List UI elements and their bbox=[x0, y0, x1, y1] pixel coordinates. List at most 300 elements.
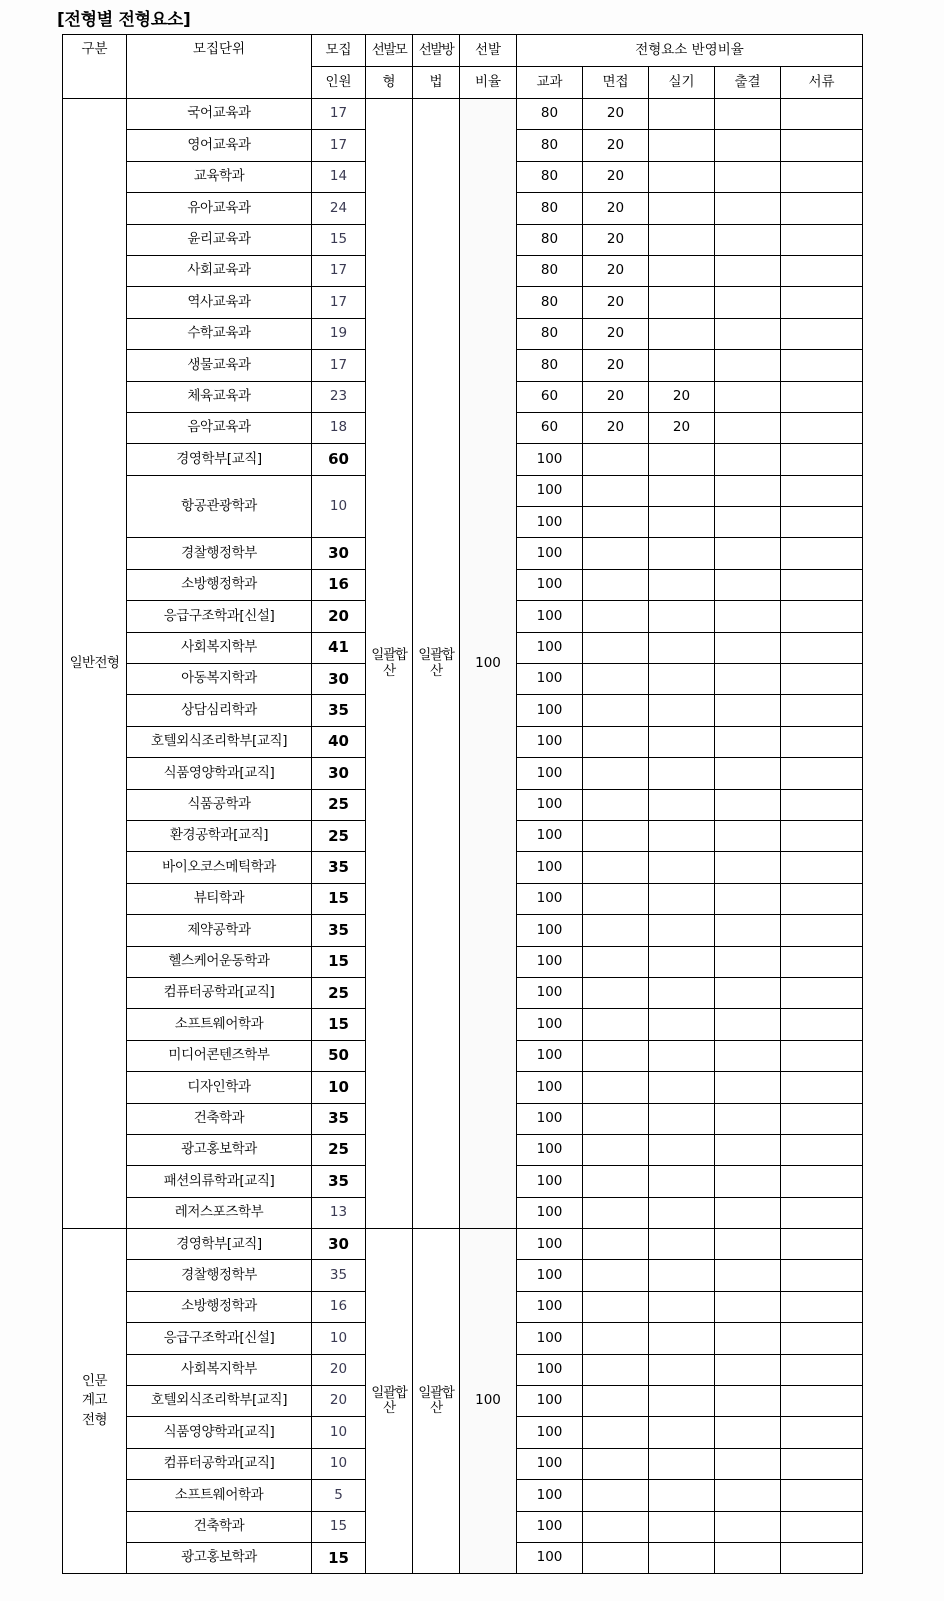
cell-element-3 bbox=[649, 852, 715, 883]
cell-element-5 bbox=[781, 758, 863, 789]
cell-selection-model: 일괄합산 bbox=[366, 99, 413, 1229]
cell-element-3 bbox=[649, 820, 715, 851]
cell-element-5 bbox=[781, 193, 863, 224]
cell-element-2 bbox=[583, 1386, 649, 1417]
cell-capacity: 60 bbox=[312, 444, 366, 475]
cell-unit: 호텔외식조리학부[교직] bbox=[127, 1386, 312, 1417]
cell-element-5 bbox=[781, 915, 863, 946]
cell-element-3 bbox=[649, 475, 715, 506]
cell-element-4 bbox=[715, 1323, 781, 1354]
cell-element-4 bbox=[715, 1386, 781, 1417]
cell-element-3 bbox=[649, 1072, 715, 1103]
cell-element-5 bbox=[781, 852, 863, 883]
cell-element-1: 100 bbox=[517, 1072, 583, 1103]
cell-element-4 bbox=[715, 538, 781, 569]
cell-unit: 소프트웨어학과 bbox=[127, 1480, 312, 1511]
cell-element-1: 100 bbox=[517, 1417, 583, 1448]
cell-element-2 bbox=[583, 1103, 649, 1134]
cell-element-3 bbox=[649, 1542, 715, 1573]
cell-element-5 bbox=[781, 224, 863, 255]
cell-element-1: 100 bbox=[517, 883, 583, 914]
header-elements-group: 전형요소 반영비율 bbox=[517, 35, 863, 67]
cell-capacity: 25 bbox=[312, 789, 366, 820]
cell-capacity: 19 bbox=[312, 318, 366, 349]
cell-element-5 bbox=[781, 1229, 863, 1260]
cell-selection-method: 일괄합산 bbox=[413, 99, 460, 1229]
cell-element-3: 20 bbox=[649, 412, 715, 443]
cell-element-2 bbox=[583, 1480, 649, 1511]
cell-element-2: 20 bbox=[583, 224, 649, 255]
cell-element-5 bbox=[781, 695, 863, 726]
cell-element-3 bbox=[649, 1229, 715, 1260]
cell-element-4 bbox=[715, 1542, 781, 1573]
cell-element-4 bbox=[715, 977, 781, 1008]
cell-element-4 bbox=[715, 852, 781, 883]
cell-element-1: 100 bbox=[517, 1009, 583, 1040]
cell-capacity: 30 bbox=[312, 758, 366, 789]
cell-element-2 bbox=[583, 1134, 649, 1165]
cell-element-5 bbox=[781, 1323, 863, 1354]
cell-element-2 bbox=[583, 977, 649, 1008]
cell-element-2 bbox=[583, 915, 649, 946]
cell-element-1: 80 bbox=[517, 161, 583, 192]
cell-capacity: 30 bbox=[312, 664, 366, 695]
cell-element-5 bbox=[781, 1354, 863, 1385]
cell-capacity: 25 bbox=[312, 1134, 366, 1165]
cell-capacity: 17 bbox=[312, 255, 366, 286]
cell-capacity: 10 bbox=[312, 1417, 366, 1448]
cell-capacity: 17 bbox=[312, 99, 366, 130]
cell-element-4 bbox=[715, 1197, 781, 1228]
cell-capacity: 15 bbox=[312, 1511, 366, 1542]
cell-element-4 bbox=[715, 224, 781, 255]
cell-unit: 호텔외식조리학부[교직] bbox=[127, 726, 312, 757]
cell-gubun-group-1: 일반전형 bbox=[63, 99, 127, 1229]
cell-element-2 bbox=[583, 1417, 649, 1448]
cell-element-3 bbox=[649, 350, 715, 381]
cell-element-2 bbox=[583, 789, 649, 820]
cell-unit: 아동복지학과 bbox=[127, 664, 312, 695]
cell-unit: 경찰행정학부 bbox=[127, 1260, 312, 1291]
cell-element-4 bbox=[715, 475, 781, 506]
cell-element-4 bbox=[715, 1009, 781, 1040]
cell-unit: 건축학과 bbox=[127, 1103, 312, 1134]
cell-element-1: 80 bbox=[517, 193, 583, 224]
cell-element-4 bbox=[715, 632, 781, 663]
cell-element-1: 100 bbox=[517, 475, 583, 506]
cell-element-5 bbox=[781, 130, 863, 161]
cell-capacity: 35 bbox=[312, 1166, 366, 1197]
cell-element-2: 20 bbox=[583, 255, 649, 286]
cell-element-2 bbox=[583, 1354, 649, 1385]
cell-unit: 응급구조학과[신설] bbox=[127, 601, 312, 632]
cell-element-2 bbox=[583, 1260, 649, 1291]
cell-element-1: 100 bbox=[517, 1386, 583, 1417]
cell-element-2 bbox=[583, 632, 649, 663]
cell-element-1: 100 bbox=[517, 1229, 583, 1260]
cell-element-1: 100 bbox=[517, 1260, 583, 1291]
cell-element-3 bbox=[649, 664, 715, 695]
cell-element-2 bbox=[583, 1448, 649, 1479]
cell-unit: 윤리교육과 bbox=[127, 224, 312, 255]
cell-element-2: 20 bbox=[583, 193, 649, 224]
cell-element-3 bbox=[649, 1417, 715, 1448]
cell-unit: 역사교육과 bbox=[127, 287, 312, 318]
cell-unit: 광고홍보학과 bbox=[127, 1134, 312, 1165]
cell-element-3 bbox=[649, 1260, 715, 1291]
header-element-chulgyeol: 출결 bbox=[715, 67, 781, 99]
cell-element-2 bbox=[583, 1511, 649, 1542]
cell-element-3 bbox=[649, 915, 715, 946]
cell-unit: 체육교육과 bbox=[127, 381, 312, 412]
cell-element-1: 60 bbox=[517, 412, 583, 443]
cell-element-4 bbox=[715, 255, 781, 286]
cell-capacity: 20 bbox=[312, 601, 366, 632]
cell-element-2: 20 bbox=[583, 350, 649, 381]
cell-capacity: 40 bbox=[312, 726, 366, 757]
cell-element-5 bbox=[781, 946, 863, 977]
cell-element-1: 100 bbox=[517, 695, 583, 726]
cell-unit: 광고홍보학과 bbox=[127, 1542, 312, 1573]
cell-element-4 bbox=[715, 507, 781, 538]
cell-unit: 사회복지학부 bbox=[127, 1354, 312, 1385]
cell-unit: 헬스케어운동학과 bbox=[127, 946, 312, 977]
cell-capacity: 25 bbox=[312, 820, 366, 851]
cell-unit: 항공관광학과 bbox=[127, 475, 312, 538]
cell-unit: 레저스포즈학부 bbox=[127, 1197, 312, 1228]
cell-element-1: 80 bbox=[517, 318, 583, 349]
cell-element-5 bbox=[781, 820, 863, 851]
cell-element-5 bbox=[781, 1448, 863, 1479]
cell-element-4 bbox=[715, 287, 781, 318]
cell-capacity: 24 bbox=[312, 193, 366, 224]
cell-element-2: 20 bbox=[583, 381, 649, 412]
cell-unit: 건축학과 bbox=[127, 1511, 312, 1542]
cell-element-4 bbox=[715, 915, 781, 946]
cell-element-4 bbox=[715, 1134, 781, 1165]
cell-element-1: 100 bbox=[517, 1323, 583, 1354]
header-model-bottom: 형 bbox=[366, 67, 413, 99]
cell-selection-model: 일괄합산 bbox=[366, 1229, 413, 1574]
cell-element-2 bbox=[583, 664, 649, 695]
cell-element-3 bbox=[649, 758, 715, 789]
cell-element-1: 80 bbox=[517, 255, 583, 286]
cell-element-4 bbox=[715, 130, 781, 161]
cell-capacity: 15 bbox=[312, 224, 366, 255]
cell-element-3 bbox=[649, 977, 715, 1008]
cell-element-1: 100 bbox=[517, 632, 583, 663]
cell-element-5 bbox=[781, 161, 863, 192]
cell-element-3 bbox=[649, 287, 715, 318]
cell-capacity: 50 bbox=[312, 1040, 366, 1071]
header-ratio-bottom: 비율 bbox=[460, 67, 517, 99]
cell-capacity: 30 bbox=[312, 1229, 366, 1260]
cell-capacity: 13 bbox=[312, 1197, 366, 1228]
header-method-bottom: 법 bbox=[413, 67, 460, 99]
cell-element-3: 20 bbox=[649, 381, 715, 412]
cell-element-1: 80 bbox=[517, 99, 583, 130]
cell-element-1: 100 bbox=[517, 1040, 583, 1071]
header-gubun: 구분 bbox=[63, 35, 127, 99]
cell-element-3 bbox=[649, 1134, 715, 1165]
cell-element-4 bbox=[715, 99, 781, 130]
cell-element-1: 100 bbox=[517, 1166, 583, 1197]
cell-element-4 bbox=[715, 444, 781, 475]
cell-unit: 소방행정학과 bbox=[127, 569, 312, 600]
cell-unit: 식품영양학과[교직] bbox=[127, 758, 312, 789]
cell-element-2 bbox=[583, 507, 649, 538]
cell-element-3 bbox=[649, 1354, 715, 1385]
cell-capacity: 10 bbox=[312, 1072, 366, 1103]
cell-element-2 bbox=[583, 475, 649, 506]
cell-element-5 bbox=[781, 1511, 863, 1542]
cell-capacity: 16 bbox=[312, 569, 366, 600]
cell-element-4 bbox=[715, 193, 781, 224]
cell-element-3 bbox=[649, 1323, 715, 1354]
cell-unit: 생물교육과 bbox=[127, 350, 312, 381]
cell-element-1: 100 bbox=[517, 789, 583, 820]
cell-element-5 bbox=[781, 1166, 863, 1197]
header-element-silgi: 실기 bbox=[649, 67, 715, 99]
cell-element-1: 100 bbox=[517, 915, 583, 946]
header-element-gyogwa: 교과 bbox=[517, 67, 583, 99]
cell-element-2 bbox=[583, 1072, 649, 1103]
cell-unit: 상담심리학과 bbox=[127, 695, 312, 726]
cell-element-5 bbox=[781, 538, 863, 569]
cell-capacity: 17 bbox=[312, 350, 366, 381]
cell-capacity: 15 bbox=[312, 1542, 366, 1573]
cell-element-1: 100 bbox=[517, 601, 583, 632]
cell-element-1: 100 bbox=[517, 1448, 583, 1479]
cell-element-3 bbox=[649, 224, 715, 255]
cell-element-5 bbox=[781, 632, 863, 663]
cell-unit: 경영학부[교직] bbox=[127, 444, 312, 475]
header-unit: 모집단위 bbox=[127, 35, 312, 99]
cell-element-5 bbox=[781, 507, 863, 538]
cell-element-1: 100 bbox=[517, 444, 583, 475]
cell-element-4 bbox=[715, 318, 781, 349]
table-body bbox=[63, 99, 863, 1574]
cell-unit: 컴퓨터공학과[교직] bbox=[127, 1448, 312, 1479]
cell-element-5 bbox=[781, 350, 863, 381]
cell-element-5 bbox=[781, 1040, 863, 1071]
cell-element-4 bbox=[715, 350, 781, 381]
cell-element-1: 100 bbox=[517, 820, 583, 851]
cell-element-4 bbox=[715, 1260, 781, 1291]
cell-capacity: 35 bbox=[312, 1103, 366, 1134]
cell-element-2 bbox=[583, 695, 649, 726]
cell-element-3 bbox=[649, 318, 715, 349]
cell-capacity: 25 bbox=[312, 977, 366, 1008]
cell-element-1: 100 bbox=[517, 1354, 583, 1385]
cell-element-4 bbox=[715, 695, 781, 726]
cell-unit: 소방행정학과 bbox=[127, 1291, 312, 1322]
cell-element-5 bbox=[781, 664, 863, 695]
cell-element-3 bbox=[649, 1480, 715, 1511]
cell-element-5 bbox=[781, 255, 863, 286]
cell-unit: 환경공학과[교직] bbox=[127, 820, 312, 851]
cell-element-1: 60 bbox=[517, 381, 583, 412]
cell-element-5 bbox=[781, 789, 863, 820]
cell-element-2 bbox=[583, 538, 649, 569]
cell-element-4 bbox=[715, 726, 781, 757]
cell-unit: 경영학부[교직] bbox=[127, 1229, 312, 1260]
cell-element-2: 20 bbox=[583, 161, 649, 192]
cell-element-2 bbox=[583, 1291, 649, 1322]
cell-element-4 bbox=[715, 412, 781, 443]
cell-unit: 식품영양학과[교직] bbox=[127, 1417, 312, 1448]
cell-capacity: 10 bbox=[312, 1323, 366, 1354]
cell-element-2: 20 bbox=[583, 99, 649, 130]
cell-unit: 국어교육과 bbox=[127, 99, 312, 130]
cell-element-4 bbox=[715, 789, 781, 820]
cell-element-5 bbox=[781, 381, 863, 412]
cell-element-1: 100 bbox=[517, 1291, 583, 1322]
cell-unit: 바이오코스메틱학과 bbox=[127, 852, 312, 883]
cell-element-2 bbox=[583, 1229, 649, 1260]
cell-unit: 교육학과 bbox=[127, 161, 312, 192]
cell-element-2 bbox=[583, 883, 649, 914]
cell-element-2 bbox=[583, 601, 649, 632]
cell-element-5 bbox=[781, 1386, 863, 1417]
cell-element-3 bbox=[649, 1511, 715, 1542]
cell-capacity: 15 bbox=[312, 1009, 366, 1040]
cell-unit: 수학교육과 bbox=[127, 318, 312, 349]
cell-element-2 bbox=[583, 758, 649, 789]
cell-element-1: 100 bbox=[517, 977, 583, 1008]
cell-element-5 bbox=[781, 412, 863, 443]
cell-element-5 bbox=[781, 444, 863, 475]
header-capacity-bottom: 인원 bbox=[312, 67, 366, 99]
cell-unit: 사회복지학부 bbox=[127, 632, 312, 663]
cell-capacity: 17 bbox=[312, 287, 366, 318]
cell-element-4 bbox=[715, 1511, 781, 1542]
cell-element-5 bbox=[781, 475, 863, 506]
cell-element-3 bbox=[649, 538, 715, 569]
cell-element-2: 20 bbox=[583, 130, 649, 161]
cell-element-4 bbox=[715, 569, 781, 600]
cell-element-3 bbox=[649, 632, 715, 663]
cell-element-1: 80 bbox=[517, 130, 583, 161]
cell-capacity: 18 bbox=[312, 412, 366, 443]
cell-element-3 bbox=[649, 569, 715, 600]
cell-element-1: 100 bbox=[517, 1103, 583, 1134]
header-ratio-top: 선발 bbox=[460, 35, 517, 67]
cell-element-5 bbox=[781, 1542, 863, 1573]
cell-element-5 bbox=[781, 287, 863, 318]
cell-element-3 bbox=[649, 255, 715, 286]
cell-element-1: 100 bbox=[517, 569, 583, 600]
cell-element-1: 100 bbox=[517, 1511, 583, 1542]
cell-element-5 bbox=[781, 99, 863, 130]
cell-element-5 bbox=[781, 1103, 863, 1134]
cell-element-1: 100 bbox=[517, 538, 583, 569]
cell-capacity: 10 bbox=[312, 1448, 366, 1479]
cell-element-3 bbox=[649, 1040, 715, 1071]
cell-element-4 bbox=[715, 820, 781, 851]
cell-element-5 bbox=[781, 569, 863, 600]
cell-unit: 음악교육과 bbox=[127, 412, 312, 443]
header-capacity-top: 모집 bbox=[312, 35, 366, 67]
cell-element-3 bbox=[649, 883, 715, 914]
cell-gubun-group-2: 인문 계고 전형 bbox=[63, 1229, 127, 1574]
cell-element-2: 20 bbox=[583, 287, 649, 318]
cell-capacity: 5 bbox=[312, 1480, 366, 1511]
cell-capacity: 23 bbox=[312, 381, 366, 412]
cell-element-1: 100 bbox=[517, 1197, 583, 1228]
cell-element-3 bbox=[649, 946, 715, 977]
cell-element-1: 100 bbox=[517, 758, 583, 789]
cell-element-5 bbox=[781, 1009, 863, 1040]
cell-selection-ratio: 100 bbox=[460, 99, 517, 1229]
cell-element-3 bbox=[649, 1166, 715, 1197]
cell-unit: 소프트웨어학과 bbox=[127, 1009, 312, 1040]
cell-element-4 bbox=[715, 1040, 781, 1071]
cell-unit: 뷰티학과 bbox=[127, 883, 312, 914]
cell-element-1: 80 bbox=[517, 287, 583, 318]
cell-element-5 bbox=[781, 318, 863, 349]
header-element-seoryu: 서류 bbox=[781, 67, 863, 99]
cell-element-4 bbox=[715, 161, 781, 192]
cell-capacity: 16 bbox=[312, 1291, 366, 1322]
cell-element-5 bbox=[781, 1291, 863, 1322]
cell-element-5 bbox=[781, 977, 863, 1008]
cell-element-4 bbox=[715, 664, 781, 695]
cell-element-3 bbox=[649, 1009, 715, 1040]
cell-unit: 디자인학과 bbox=[127, 1072, 312, 1103]
cell-element-3 bbox=[649, 726, 715, 757]
cell-selection-ratio: 100 bbox=[460, 1229, 517, 1574]
cell-unit: 영어교육과 bbox=[127, 130, 312, 161]
cell-element-5 bbox=[781, 1417, 863, 1448]
cell-capacity: 35 bbox=[312, 695, 366, 726]
cell-unit: 사회교육과 bbox=[127, 255, 312, 286]
cell-element-3 bbox=[649, 601, 715, 632]
cell-element-1: 100 bbox=[517, 1480, 583, 1511]
cell-unit: 미디어콘텐즈학부 bbox=[127, 1040, 312, 1071]
cell-element-5 bbox=[781, 1260, 863, 1291]
cell-selection-method: 일괄합산 bbox=[413, 1229, 460, 1574]
cell-element-5 bbox=[781, 1480, 863, 1511]
cell-capacity: 41 bbox=[312, 632, 366, 663]
cell-element-2 bbox=[583, 852, 649, 883]
cell-capacity: 15 bbox=[312, 946, 366, 977]
cell-element-4 bbox=[715, 381, 781, 412]
cell-element-4 bbox=[715, 1354, 781, 1385]
cell-capacity: 10 bbox=[312, 475, 366, 538]
cell-element-4 bbox=[715, 1229, 781, 1260]
cell-element-3 bbox=[649, 1291, 715, 1322]
cell-element-4 bbox=[715, 601, 781, 632]
cell-element-1: 100 bbox=[517, 507, 583, 538]
page-title: [전형별 전형요소] bbox=[57, 10, 191, 30]
cell-element-1: 80 bbox=[517, 350, 583, 381]
cell-element-4 bbox=[715, 883, 781, 914]
cell-unit: 응급구조학과[신설] bbox=[127, 1323, 312, 1354]
cell-element-2 bbox=[583, 1040, 649, 1071]
cell-element-3 bbox=[649, 1386, 715, 1417]
cell-capacity: 20 bbox=[312, 1354, 366, 1385]
table-header bbox=[63, 35, 863, 99]
cell-element-2 bbox=[583, 726, 649, 757]
header-method-top: 선발방 bbox=[413, 35, 460, 67]
cell-element-1: 100 bbox=[517, 1134, 583, 1165]
header-element-myeonjeop: 면접 bbox=[583, 67, 649, 99]
cell-element-3 bbox=[649, 1103, 715, 1134]
cell-element-4 bbox=[715, 1417, 781, 1448]
cell-capacity: 35 bbox=[312, 1260, 366, 1291]
cell-capacity: 17 bbox=[312, 130, 366, 161]
